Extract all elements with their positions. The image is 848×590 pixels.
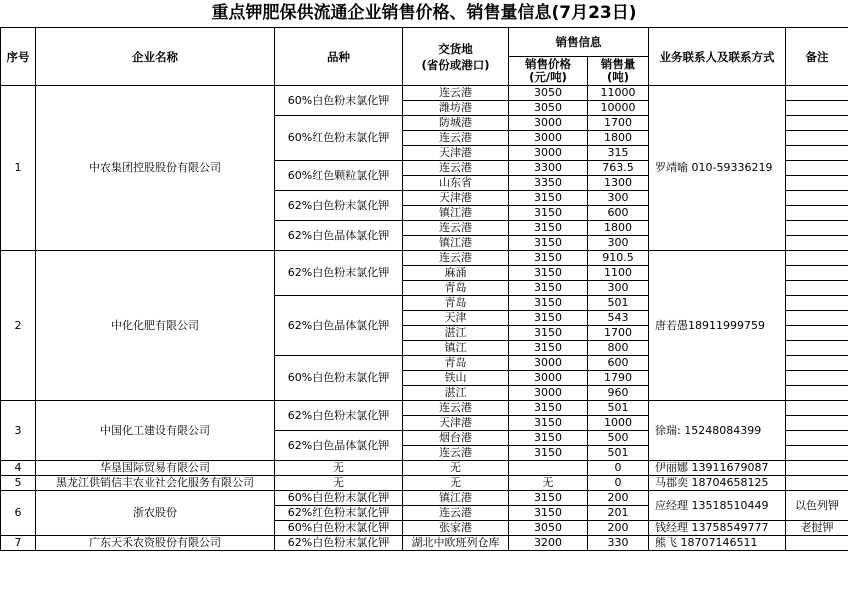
sales-price: 3150: [509, 236, 588, 251]
sales-volume: 543: [588, 311, 649, 326]
remark-cell: [786, 221, 848, 236]
delivery-place: 烟台港: [403, 431, 509, 446]
delivery-place: 连云港: [403, 446, 509, 461]
sales-price: 无: [509, 476, 588, 491]
sales-volume: 201: [588, 506, 649, 521]
delivery-place: 铁山: [403, 371, 509, 386]
remark-cell: [786, 311, 848, 326]
delivery-place: 无: [403, 476, 509, 491]
sales-volume: 300: [588, 236, 649, 251]
remark-cell: [786, 386, 848, 401]
sales-price: 3150: [509, 401, 588, 416]
delivery-place: 天津港: [403, 146, 509, 161]
variety-name: 60%红色粉末氯化钾: [275, 116, 403, 161]
sales-volume: 0: [588, 476, 649, 491]
sales-price: 3150: [509, 221, 588, 236]
header-contact: 业务联系人及联系方式: [649, 28, 786, 86]
delivery-place: 张家港: [403, 521, 509, 536]
remark-cell: [786, 341, 848, 356]
sales-volume: 11000: [588, 86, 649, 101]
sales-price: 3000: [509, 146, 588, 161]
sales-price: 3150: [509, 341, 588, 356]
remark-cell: [786, 446, 848, 461]
delivery-place: 麻涌: [403, 266, 509, 281]
variety-name: 60%白色粉末氯化钾: [275, 491, 403, 506]
company-name: 黑龙江供销信丰农业社会化服务有限公司: [36, 476, 275, 491]
sales-price: 3000: [509, 131, 588, 146]
table-row: [1, 86, 848, 101]
delivery-place: 连云港: [403, 401, 509, 416]
sales-volume: 800: [588, 341, 649, 356]
remark-cell: [786, 161, 848, 176]
row-seq: 7: [1, 536, 36, 551]
contact-info: 伊丽娜 13911679087: [649, 461, 786, 476]
sales-price: 3150: [509, 506, 588, 521]
sales-volume: 200: [588, 521, 649, 536]
delivery-place: 连云港: [403, 251, 509, 266]
company-name: 广东天禾农资股份有限公司: [36, 536, 275, 551]
contact-info: 唐若愚18911999759: [649, 251, 786, 401]
sales-volume: 0: [588, 461, 649, 476]
remark-cell: [786, 206, 848, 221]
variety-name: 62%白色晶体氯化钾: [275, 431, 403, 461]
remark-cell: [786, 101, 848, 116]
remark-cell: [786, 131, 848, 146]
company-name: 浙农股份: [36, 491, 275, 536]
variety-name: 60%白色粉末氯化钾: [275, 521, 403, 536]
sales-price: [509, 461, 588, 476]
sales-volume: 1000: [588, 416, 649, 431]
variety-name: 60%白色粉末氯化钾: [275, 356, 403, 401]
variety-name: 60%红色颗粒氯化钾: [275, 161, 403, 191]
sales-price: 3300: [509, 161, 588, 176]
header-seq: 序号: [1, 28, 36, 86]
table-body: [1, 86, 848, 551]
table-row: [1, 491, 848, 506]
variety-name: 62%白色粉末氯化钾: [275, 191, 403, 221]
remark-cell: [786, 176, 848, 191]
delivery-place: 镇江港: [403, 491, 509, 506]
header-volume-line2: (吨): [606, 70, 629, 84]
sales-price: 3350: [509, 176, 588, 191]
delivery-place: 连云港: [403, 506, 509, 521]
sales-volume: 501: [588, 401, 649, 416]
variety-name: 62%白色晶体氯化钾: [275, 221, 403, 251]
sales-price: 3000: [509, 371, 588, 386]
sales-volume: 600: [588, 356, 649, 371]
sales-price: 3050: [509, 101, 588, 116]
variety-name: 无: [275, 461, 403, 476]
variety-name: 60%白色粉末氯化钾: [275, 86, 403, 116]
delivery-place: 镇江: [403, 341, 509, 356]
header-price-line2: (元/吨): [529, 70, 567, 84]
sales-volume: 1700: [588, 116, 649, 131]
sales-price: 3150: [509, 416, 588, 431]
sales-price: 3050: [509, 521, 588, 536]
delivery-place: 连云港: [403, 221, 509, 236]
variety-name: 62%红色粉末氯化钾: [275, 506, 403, 521]
sales-volume: 1100: [588, 266, 649, 281]
sales-price: 3150: [509, 491, 588, 506]
sales-price: 3150: [509, 446, 588, 461]
remark-cell: [786, 191, 848, 206]
sales-volume: 315: [588, 146, 649, 161]
company-name: 华垦国际贸易有限公司: [36, 461, 275, 476]
contact-info: 徐瑞: 15248084399: [649, 401, 786, 461]
row-seq: 6: [1, 491, 36, 536]
sales-volume: 1790: [588, 371, 649, 386]
sales-volume: 330: [588, 536, 649, 551]
delivery-place: 天津港: [403, 416, 509, 431]
row-seq: 5: [1, 476, 36, 491]
remark-cell: [786, 416, 848, 431]
header-remark: 备注: [786, 28, 848, 86]
delivery-place: 连云港: [403, 86, 509, 101]
contact-info: 罗靖喻 010-59336219: [649, 86, 786, 251]
delivery-place: 天津港: [403, 191, 509, 206]
variety-name: 62%白色粉末氯化钾: [275, 536, 403, 551]
sales-price: 3150: [509, 311, 588, 326]
sales-volume: 300: [588, 191, 649, 206]
delivery-place: 潍坊港: [403, 101, 509, 116]
table-row: [1, 476, 848, 491]
remark-cell: [786, 251, 848, 266]
sales-price: 3150: [509, 296, 588, 311]
sales-volume: 600: [588, 206, 649, 221]
company-name: 中化化肥有限公司: [36, 251, 275, 401]
header-delivery-line1: 交货地: [438, 41, 473, 56]
remark-cell: [786, 371, 848, 386]
remark-cell: [786, 431, 848, 446]
table-row: [1, 251, 848, 266]
delivery-place: 青岛: [403, 356, 509, 371]
delivery-place: 天津: [403, 311, 509, 326]
header-volume-line1: 销售量: [600, 57, 636, 71]
sales-price: 3050: [509, 86, 588, 101]
remark-cell: 以色列钾: [786, 491, 848, 521]
sales-volume: 10000: [588, 101, 649, 116]
company-name: 中农集团控股股份有限公司: [36, 86, 275, 251]
sales-price: 3150: [509, 281, 588, 296]
header-delivery: [403, 28, 509, 86]
delivery-place: 镇江港: [403, 236, 509, 251]
contact-info: 熊飞 18707146511: [649, 536, 786, 551]
sales-volume: 1700: [588, 326, 649, 341]
sales-volume: 1800: [588, 131, 649, 146]
sales-price: 3000: [509, 116, 588, 131]
sales-volume: 501: [588, 446, 649, 461]
sales-volume: 910.5: [588, 251, 649, 266]
sales-volume: 1800: [588, 221, 649, 236]
variety-name: 62%白色粉末氯化钾: [275, 401, 403, 431]
header-variety: 品种: [275, 28, 403, 86]
sales-volume: 500: [588, 431, 649, 446]
delivery-place: 山东省: [403, 176, 509, 191]
remark-cell: [786, 266, 848, 281]
remark-cell: [786, 476, 848, 491]
contact-info: 钱经理 13758549777: [649, 521, 786, 536]
delivery-place: 镇江港: [403, 206, 509, 221]
sales-volume: 200: [588, 491, 649, 506]
sales-volume: 763.5: [588, 161, 649, 176]
delivery-place: 湖北中欧班列仓库: [403, 536, 509, 551]
header-delivery-line2: (省份或港口): [421, 57, 490, 72]
remark-cell: 老挝钾: [786, 521, 848, 536]
delivery-place: 连云港: [403, 131, 509, 146]
delivery-place: 湛江: [403, 386, 509, 401]
table-row: [1, 536, 848, 551]
remark-cell: [786, 86, 848, 101]
sales-price: 3000: [509, 386, 588, 401]
delivery-place: 湛江: [403, 326, 509, 341]
remark-cell: [786, 356, 848, 371]
remark-cell: [786, 536, 848, 551]
remark-cell: [786, 401, 848, 416]
delivery-place: 无: [403, 461, 509, 476]
sales-table: [0, 27, 848, 551]
delivery-place: 青岛: [403, 296, 509, 311]
sales-volume: 960: [588, 386, 649, 401]
page-title: 重点钾肥保供流通企业销售价格、销售量信息(7月23日): [211, 3, 637, 23]
row-seq: 2: [1, 251, 36, 401]
remark-cell: [786, 281, 848, 296]
header-volume: [588, 57, 649, 86]
sales-price: 3200: [509, 536, 588, 551]
company-name: 中国化工建设有限公司: [36, 401, 275, 461]
variety-name: 62%白色晶体氯化钾: [275, 296, 403, 356]
remark-cell: [786, 236, 848, 251]
row-seq: 4: [1, 461, 36, 476]
sales-price: 3150: [509, 251, 588, 266]
sales-price: 3150: [509, 191, 588, 206]
sales-price: 3150: [509, 326, 588, 341]
sales-price: 3150: [509, 431, 588, 446]
row-seq: 3: [1, 401, 36, 461]
remark-cell: [786, 296, 848, 311]
remark-cell: [786, 146, 848, 161]
header-price-line1: 销售价格: [525, 57, 571, 71]
variety-name: 62%白色粉末氯化钾: [275, 251, 403, 296]
header-price: [509, 57, 588, 86]
table-row: [1, 401, 848, 416]
delivery-place: 青岛: [403, 281, 509, 296]
sales-price: 3150: [509, 266, 588, 281]
header-sales-info: 销售信息: [509, 28, 649, 57]
header-company: 企业名称: [36, 28, 275, 86]
remark-cell: [786, 326, 848, 341]
delivery-place: 防城港: [403, 116, 509, 131]
delivery-place: 连云港: [403, 161, 509, 176]
contact-info: 马郡奕 18704658125: [649, 476, 786, 491]
sales-price: 3000: [509, 356, 588, 371]
sales-volume: 1300: [588, 176, 649, 191]
contact-info: 应经理 13518510449: [649, 491, 786, 521]
sales-volume: 501: [588, 296, 649, 311]
table-row: [1, 461, 848, 476]
sales-volume: 300: [588, 281, 649, 296]
row-seq: 1: [1, 86, 36, 251]
variety-name: 无: [275, 476, 403, 491]
remark-cell: [786, 461, 848, 476]
sales-price: 3150: [509, 206, 588, 221]
remark-cell: [786, 116, 848, 131]
